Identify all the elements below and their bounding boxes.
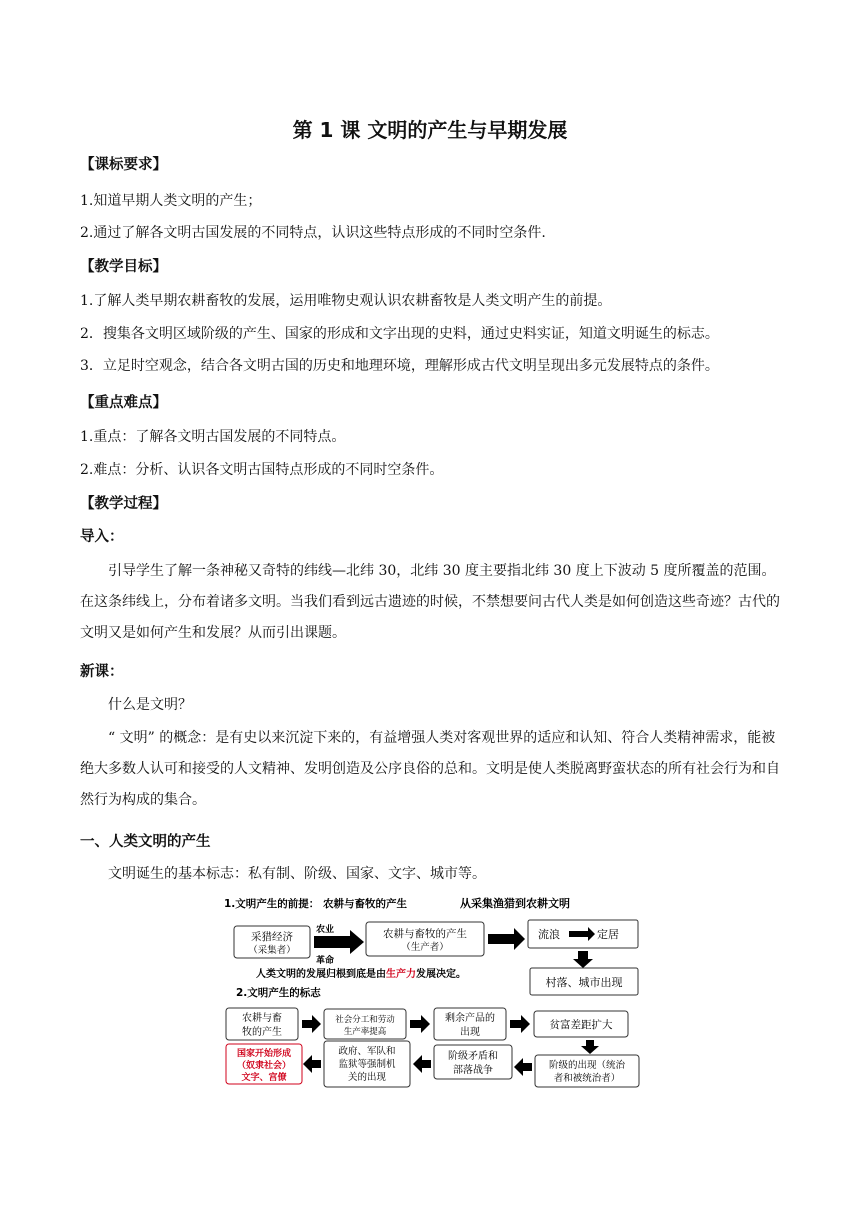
- question-line: 什么是文明？: [108, 697, 192, 713]
- zhongdian-item-1: 1.重点：了解各文明古国发展的不同特点。: [80, 429, 346, 445]
- box-division-line1: 社会分工和劳动: [335, 1015, 395, 1025]
- box-state-line3: 文字、宫僚: [241, 1073, 287, 1083]
- box-surplus-line2: 出现: [460, 1027, 480, 1038]
- section-heading-zhongdian: 【重点难点】: [80, 395, 167, 411]
- xinke-label: 新课：: [80, 664, 124, 680]
- settle-text: 定居: [597, 928, 619, 941]
- productivity-note: 人类文明的发展归根到底是由生产力发展决定。: [256, 969, 466, 980]
- box-farm-origin-2-line1: 农耕与畜: [242, 1013, 282, 1024]
- mubiao-item-3: 3．立足时空观念，结合各文明古国的历史和地理环境，理解形成古代文明呈现出多元发展特点的条件。: [80, 358, 719, 374]
- arrow-label-geming: 革命: [316, 956, 335, 966]
- box-class-line2: 者和被统治者）: [553, 1073, 621, 1084]
- mubiao-item-1: 1.了解人类早期农耕畜牧的发展，运用唯物史观认识农耕畜牧是人类文明产生的前提。: [80, 293, 612, 309]
- box-state-line2: （奴隶社会）: [236, 1061, 292, 1071]
- arrow-r2-1: [514, 1058, 532, 1076]
- section-heading-guocheng: 【教学过程】: [80, 496, 167, 512]
- zhongdian-item-2: 2.难点：分析、认识各文明古国特点形成的不同时空条件。: [80, 462, 444, 478]
- section-heading-mubiao: 【教学目标】: [80, 259, 167, 275]
- box-hunting-line2: （采集者）: [248, 945, 296, 956]
- box-conflict-line2: 部落战争: [453, 1065, 493, 1076]
- kebiao-item-2: 2.通过了解各文明古国发展的不同特点，认识这些特点形成的不同时空条件.: [80, 225, 546, 241]
- part1-heading: 一、人类文明的产生: [80, 834, 211, 850]
- arrow-down-class: [581, 1040, 599, 1054]
- box-division-line2: 生产率提高: [343, 1027, 387, 1037]
- lesson-title: 第 1 课 文明的产生与早期发展: [292, 118, 568, 142]
- diagram-title-1: 1.文明产生的前提： 农耕与畜牧的产生: [224, 898, 407, 910]
- box-surplus-line1: 剩余产品的: [445, 1013, 495, 1024]
- daoru-paragraph: 引导学生了解一条神秘又奇特的纬线—北纬 30，北纬 30 度主要指北纬 30 度上下波动 5 度所覆盖的范围。在这条纬线上，分布着诸多文明。当我们看到远古遗迹的时候，不禁想要问古代人类是如何创造这些奇迹？古代的文明又是如何产生和发展？从而引出课题。: [80, 563, 780, 641]
- arrow-to-wander: [488, 928, 525, 950]
- productivity-highlight: 生产力: [386, 969, 416, 980]
- section-heading-kebiao: 【课标要求】: [80, 157, 167, 173]
- arrow-label-nongye: 农业: [316, 925, 335, 935]
- box-farming-line2: （生产者）: [401, 942, 449, 953]
- mubiao-item-2: 2．搜集各文明区域阶级的产生、国家的形成和文字出现的史料，通过史料实证，知道文明诞生的标志。: [80, 326, 719, 342]
- box-farm-origin-2-line2: 牧的产生: [242, 1027, 282, 1038]
- arrow-r1-3: [510, 1015, 530, 1033]
- box-govt-line2: 监狱等强制机: [338, 1059, 396, 1070]
- civilization-diagram: [222, 893, 640, 1091]
- box-govt-line3: 关的出现: [347, 1072, 387, 1083]
- wander-text: 流浪: [538, 928, 560, 941]
- diagram-title-1b: 从采集渔猎到农耕文明: [460, 897, 570, 910]
- box-conflict-line1: 阶级矛盾和: [448, 1051, 498, 1062]
- village-text: 村落、城市出现: [545, 976, 623, 989]
- box-wealth-gap-text: 贫富差距扩大: [549, 1019, 613, 1031]
- concept-paragraph: “ 文明” 的概念：是有史以来沉淀下来的，有益增强人类对客观世界的适应和认知、符合人类精神需求，能被绝大多数人认可和接受的人文精神、发明创造及公序良俗的总和。文明是使人类脱离野蛮状态的所有社会行为和自然行为构成的集合。: [80, 730, 780, 808]
- part1-text: 文明诞生的基本标志：私有制、阶级、国家、文字、城市等。: [108, 866, 486, 882]
- box-hunting-line1: 采猎经济: [251, 931, 293, 943]
- box-state-line1: 国家开始形成: [236, 1049, 292, 1059]
- arrow-r1-1: [302, 1015, 321, 1033]
- arrow-r2-2: [413, 1055, 431, 1073]
- arrow-r1-2: [410, 1015, 430, 1033]
- kebiao-item-1: 1.知道早期人类文明的产生；: [80, 193, 262, 209]
- arrow-r2-3: [303, 1055, 321, 1073]
- arrow-down-village: [573, 951, 593, 968]
- daoru-label: 导入：: [80, 529, 124, 545]
- box-govt-line1: 政府、军队和: [338, 1046, 396, 1057]
- box-class-line1: 阶级的出现（统治: [548, 1060, 626, 1071]
- box-farming-line1: 农耕与畜牧的产生: [383, 928, 467, 940]
- diagram-title-2: 2.文明产生的标志: [236, 987, 321, 999]
